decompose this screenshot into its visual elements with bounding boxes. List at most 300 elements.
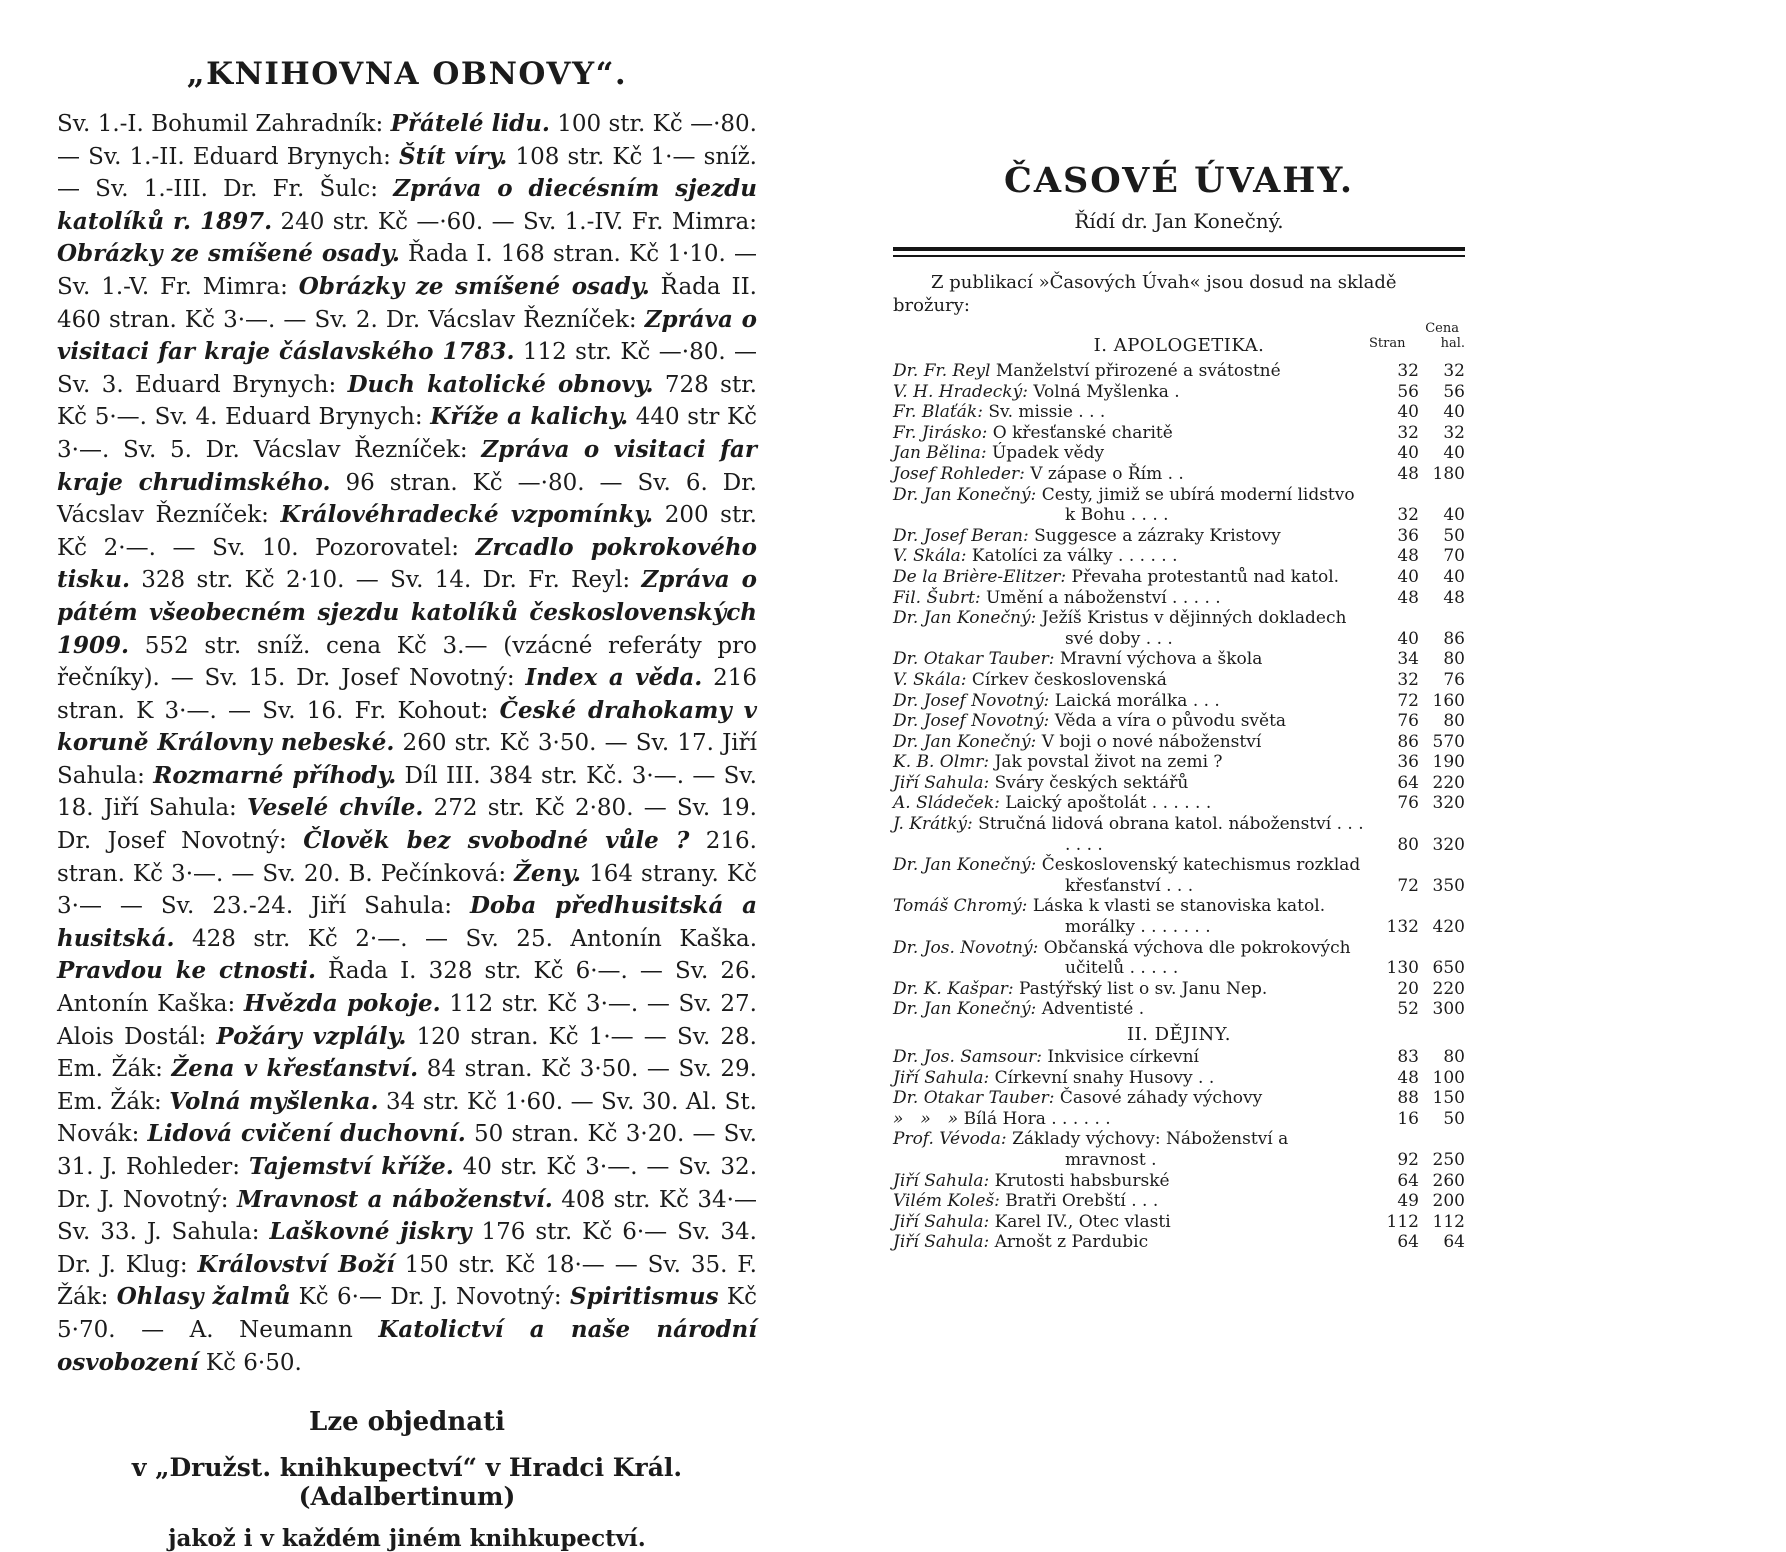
row-title: Laický apoštolát . . . . . .: [1005, 793, 1212, 814]
row-author: Vilém Koleš:: [893, 1191, 1000, 1212]
catalog-segment: 240 str. Kč —·60. — Sv. 1.-IV. Fr. Mimra:: [272, 208, 757, 235]
row-pages: 48: [1397, 1067, 1419, 1088]
row-title: Základy výchovy: Náboženství a mravnost .: [1012, 1129, 1289, 1170]
catalog-segment: 150 str. Kč 18·— — Sv. 35. F. Žák:: [57, 1251, 757, 1311]
row-price: 320: [1432, 834, 1465, 855]
row-title: Arnošt z Pardubic: [994, 1232, 1149, 1253]
table-row: [893, 443, 1465, 464]
row-text: [893, 1068, 1369, 1089]
row-text: [893, 567, 1369, 588]
section-1-rows: [893, 361, 1465, 1020]
row-author: Dr. Josef Beran:: [893, 525, 1029, 546]
table-row: [893, 773, 1465, 794]
table-row: [893, 793, 1465, 814]
table-row: [893, 1212, 1465, 1233]
row-pages: 76: [1397, 793, 1419, 814]
row-pages: 48: [1397, 587, 1419, 608]
table-row: [893, 670, 1465, 691]
catalog-segment: 408 str. Kč 34·— Sv. 33. J. Sahula:: [57, 1186, 757, 1246]
row-numbers: [1369, 917, 1465, 938]
row-pages: 132: [1386, 917, 1419, 938]
row-text: [893, 896, 1369, 937]
row-text: [893, 979, 1369, 1000]
row-price: 50: [1443, 1108, 1465, 1129]
table-row: [893, 896, 1465, 937]
catalog-segment: Index a věda.: [525, 664, 703, 692]
row-text: [893, 1109, 1369, 1130]
catalog-segment: Štít víry.: [398, 142, 508, 170]
table-row: [893, 608, 1465, 649]
row-price: 180: [1432, 463, 1465, 484]
row-title: Karel IV., Otec vlasti: [994, 1211, 1171, 1232]
row-text: [893, 732, 1369, 753]
table-row: [893, 588, 1465, 609]
catalog-segment: Duch katolické obnovy.: [347, 370, 654, 398]
row-pages: 16: [1397, 1108, 1419, 1129]
table-row: [893, 1191, 1465, 1212]
row-pages: 52: [1397, 999, 1419, 1020]
table-row: [893, 1047, 1465, 1068]
row-text: [893, 1171, 1369, 1192]
row-title: Laická morálka . . .: [1054, 690, 1220, 711]
catalog-segment: Žena v křesťanství.: [171, 1055, 419, 1083]
row-price: 570: [1432, 731, 1465, 752]
row-title: Umění a náboženství . . . . .: [986, 587, 1221, 608]
intro-text: [893, 271, 1465, 317]
table-row: [893, 485, 1465, 526]
row-author: Fil. Šubrt:: [893, 587, 981, 608]
catalog-segment: Zrcadlo pokrokového tisku.: [57, 533, 757, 594]
row-text: [893, 649, 1369, 670]
catalog-segment: Obrázky ze smíšené osady.: [298, 272, 650, 300]
row-price: 320: [1432, 793, 1465, 814]
catalog-segment: 40 str. Kč 3·—. — Sv. 32. Dr. J. Novotný:: [57, 1154, 758, 1213]
row-price: 112: [1432, 1211, 1465, 1232]
row-text: [893, 938, 1369, 979]
catalog-segment: Řada I. 328 str. Kč 6·—. — Sv. 26. Antonín Kaška:: [57, 958, 757, 1018]
catalog-segment: Pravdou ke ctnosti.: [57, 957, 316, 985]
row-pages: 40: [1397, 628, 1419, 649]
section-1-heading: I. APOLOGETIKA.: [1093, 335, 1265, 356]
catalog-segment: Hvězda pokoje.: [243, 990, 441, 1018]
catalog-segment: Zpráva o diecésním sjezdu katolíků r. 1897.: [57, 175, 757, 235]
catalog-segment: Obrázky ze smíšené osady.: [57, 240, 400, 268]
catalog-segment: Kč 5·70. — A. Neumann: [57, 1284, 757, 1343]
row-numbers: [1369, 773, 1465, 794]
catalog-segment: Řada I. 168 stran. Kč 1·10. — Sv. 1.-V. Fr. Mimra:: [57, 241, 758, 300]
row-author: Jiří Sahula:: [893, 1067, 990, 1088]
row-pages: 64: [1397, 1170, 1419, 1191]
catalog-segment: 120 stran. Kč 1·— — Sv. 28. Em. Žák:: [57, 1023, 757, 1083]
row-author: Dr. Otakar Tauber:: [893, 1088, 1055, 1109]
row-price: 190: [1432, 752, 1465, 773]
row-title: Jak povstal život na zemi ?: [994, 752, 1223, 773]
row-author: Jiří Sahula:: [893, 1170, 990, 1191]
row-pages: 34: [1397, 649, 1419, 670]
col-header-cena: Cena: [1425, 321, 1459, 336]
catalog-segment: Tajemství kříže.: [248, 1153, 454, 1180]
table-row: [893, 732, 1465, 753]
row-price: 80: [1443, 1047, 1465, 1067]
row-numbers: [1369, 588, 1465, 609]
row-numbers: [1369, 1109, 1465, 1130]
row-price: 650: [1432, 958, 1465, 979]
catalog-segment: 34 str. Kč 1·60. — Sv. 30. Al. St. Novák:: [57, 1088, 757, 1148]
catalog-segment: 164 strany. Kč 3·— — Sv. 23.-24. Jiří Sahula:: [57, 860, 757, 920]
row-author: Tomáš Chromý:: [893, 896, 1028, 917]
row-text: [893, 670, 1369, 691]
row-title: Krutosti habsburské: [994, 1170, 1170, 1191]
row-text: [893, 1129, 1369, 1170]
row-pages: 80: [1397, 834, 1419, 855]
row-pages: 49: [1397, 1191, 1419, 1212]
row-title: V boji o nové náboženství: [1041, 731, 1262, 752]
row-pages: 88: [1397, 1088, 1419, 1109]
row-title: Láska k vlasti se stanoviska katol. morálky . . . . . . .: [1032, 896, 1326, 938]
row-numbers: [1369, 546, 1465, 567]
col-header-stran: Stran: [1369, 336, 1406, 351]
row-price: 350: [1432, 875, 1465, 896]
section-1-header: [893, 321, 1465, 361]
row-title: Suggesce a zázraky Kristovy: [1034, 525, 1281, 546]
row-numbers: [1369, 1171, 1465, 1192]
row-author: Dr. K. Kašpar:: [893, 978, 1014, 999]
row-pages: 86: [1397, 731, 1419, 752]
row-author: K. B. Olmr:: [893, 752, 990, 773]
row-author: Jiří Sahula:: [893, 772, 990, 793]
order-line-2: v „Družst. knihkupectví“ v Hradci Král. (Adalbertinum): [131, 1453, 683, 1512]
row-text: [893, 485, 1369, 526]
catalog-segment: 112 str. Kč —·80. — Sv. 3. Eduard Brynych:: [57, 339, 758, 398]
table-row: [893, 423, 1465, 444]
table-row: [893, 567, 1465, 588]
intro-line-1: Z publikací »Časových Úvah« jsou dosud na skladě: [931, 272, 1397, 293]
row-text: [893, 773, 1369, 794]
catalog-segment: Zpráva o visitaci far kraje čáslavského 1783.: [57, 305, 757, 366]
catalog-segment: Kč 6·— Dr. J. Novotný:: [290, 1284, 570, 1311]
row-numbers: [1369, 793, 1465, 814]
row-author: De la Brière-Elitzer:: [893, 566, 1067, 587]
row-price: 220: [1432, 772, 1465, 793]
catalog-segment: Zpráva o pátém všeobecném sjezdu katolíků československých 1909.: [57, 566, 757, 659]
order-line-3: jakož i v každém jiném knihkupectví.: [168, 1525, 646, 1552]
row-pages: 83: [1397, 1047, 1419, 1067]
row-numbers: [1369, 670, 1465, 691]
row-author: V. Skála:: [893, 546, 967, 567]
left-column: [57, 56, 757, 1552]
row-price: 40: [1443, 443, 1465, 464]
row-pages: 36: [1397, 525, 1419, 546]
catalog-segment: 108 str. Kč 1·— sníž. — Sv. 1.-III. Dr. Fr. Šulc:: [57, 143, 757, 203]
row-price: 86: [1443, 628, 1465, 649]
row-pages: 92: [1397, 1149, 1419, 1170]
row-title: Adventisté .: [1041, 999, 1145, 1020]
row-numbers: [1369, 1191, 1465, 1212]
catalog-segment: Královéhradecké vzpomínky.: [280, 501, 654, 529]
row-text: [893, 1191, 1369, 1212]
row-author: Fr. Blaťák:: [893, 402, 983, 423]
catalog-segment: 216 stran. K 3·—. — Sv. 16. Fr. Kohout:: [57, 665, 757, 724]
row-title: Ježíš Kristus v dějinných dokladech své doby . . .: [1041, 608, 1347, 649]
row-numbers: [1369, 979, 1465, 1000]
table-row: [893, 1171, 1465, 1192]
row-pages: 32: [1397, 505, 1419, 526]
row-pages: 130: [1386, 958, 1419, 979]
row-author: Jiří Sahula:: [893, 1232, 990, 1253]
row-price: 40: [1443, 505, 1465, 526]
row-text: [893, 855, 1369, 896]
row-text: [893, 999, 1369, 1020]
row-author: Dr. Josef Novotný:: [893, 711, 1050, 732]
row-title: Pastýřský list o sv. Janu Nep.: [1019, 978, 1268, 999]
table-row: [893, 1068, 1465, 1089]
row-title: Volná Myšlenka .: [1033, 381, 1180, 402]
catalog-segment: 112 str. Kč 3·—. — Sv. 27. Alois Dostál:: [57, 991, 757, 1050]
row-title: Manželství přirozené a svátostné: [995, 361, 1281, 381]
col-header-row: [1369, 336, 1465, 351]
row-price: 160: [1432, 690, 1465, 711]
row-title: Sváry českých sektářů: [994, 772, 1189, 793]
row-numbers: [1369, 505, 1465, 526]
catalog-segment: Lidová cvičení duchovní.: [147, 1120, 466, 1148]
row-title: Občanská výchova dle pokrokových učitelů . . . . .: [1043, 937, 1351, 979]
row-title: Bratři Orebští . . .: [1005, 1191, 1159, 1212]
row-pages: 32: [1397, 669, 1419, 690]
row-price: 300: [1432, 999, 1465, 1020]
right-subtitle: Řídí dr. Jan Konečný.: [1074, 209, 1284, 233]
row-text: [893, 1212, 1369, 1233]
row-price: 64: [1443, 1232, 1465, 1253]
row-numbers: [1369, 691, 1465, 712]
catalog-segment: 440 str Kč 3·—. Sv. 5. Dr. Vácslav Řezníček:: [57, 404, 758, 463]
row-pages: 112: [1386, 1211, 1419, 1232]
catalog-segment: Ohlasy žalmů: [116, 1283, 291, 1311]
table-row: [893, 649, 1465, 670]
row-author: Prof. Vévoda:: [893, 1129, 1007, 1150]
row-text: [893, 608, 1369, 649]
row-numbers: [1369, 443, 1465, 464]
row-pages: 64: [1397, 1232, 1419, 1253]
row-pages: 20: [1397, 978, 1419, 999]
catalog-segment: Člověk bez svobodné vůle ?: [303, 827, 690, 855]
catalog-segment: 84 stran. Kč 3·50. — Sv. 29. Em. Žák:: [57, 1056, 757, 1115]
row-title: Mravní výchova a škola: [1059, 649, 1263, 670]
row-price: 40: [1443, 402, 1465, 423]
table-row: [893, 382, 1465, 403]
row-pages: 40: [1397, 566, 1419, 587]
table-row: [893, 1088, 1465, 1109]
catalog-segment: 260 str. Kč 3·50. — Sv. 17. Jiří Sahula:: [57, 730, 757, 789]
catalog-segment: 728 str. Kč 5·—. Sv. 4. Eduard Brynych:: [57, 371, 757, 431]
catalog-segment: Požáry vzplály.: [216, 1022, 407, 1050]
table-row: [893, 711, 1465, 732]
order-line-1: Lze objednati: [309, 1407, 505, 1438]
catalog-segment: Díl III. 384 str. Kč. 3·—. — Sv. 18. Jiří Sahula:: [57, 762, 757, 822]
row-price: 80: [1443, 711, 1465, 732]
row-text: [893, 752, 1369, 773]
row-price: 76: [1443, 669, 1465, 690]
catalog-segment: 328 str. Kč 2·10. — Sv. 14. Dr. Fr. Reyl:: [129, 567, 642, 594]
table-row: [893, 546, 1465, 567]
row-numbers: [1369, 1047, 1465, 1068]
catalog-segment: Katolictví a naše národní osvobození: [57, 1315, 757, 1376]
row-numbers: [1369, 1088, 1465, 1109]
row-title: Církev československá: [971, 669, 1167, 690]
row-text: [893, 546, 1369, 567]
row-numbers: [1369, 1212, 1465, 1233]
row-author: » » »: [893, 1108, 959, 1129]
row-numbers: [1369, 958, 1465, 979]
row-pages: 56: [1397, 381, 1419, 402]
table-row: [893, 464, 1465, 485]
right-title: ČASOVÉ ÚVAHY.: [1003, 160, 1355, 201]
row-price: 200: [1432, 1191, 1465, 1212]
table-row: [893, 1232, 1465, 1253]
row-author: Jan Bělina:: [893, 443, 987, 464]
row-title: Věda a víra o původu světa: [1054, 711, 1287, 732]
row-title: Československý katechismus rozklad křesťanství . . .: [1041, 855, 1361, 896]
catalog-segment: Kč 6·50.: [198, 1349, 302, 1376]
row-text: [893, 464, 1369, 485]
table-row: [893, 691, 1465, 712]
row-title: O křesťanské charitě: [992, 422, 1173, 443]
row-author: V. Skála:: [893, 669, 967, 690]
row-title: Bílá Hora . . . . . .: [963, 1108, 1111, 1129]
row-text: [893, 1047, 1369, 1068]
catalog-segment: 200 str. Kč 2·—. — Sv. 10. Pozorovatel:: [57, 502, 757, 561]
row-numbers: [1369, 1232, 1465, 1253]
row-price: 70: [1443, 546, 1465, 567]
row-price: 32: [1443, 422, 1465, 443]
row-numbers: [1369, 629, 1465, 650]
double-rule: [893, 247, 1465, 257]
row-author: Dr. Jan Konečný:: [893, 999, 1037, 1020]
row-numbers: [1369, 999, 1465, 1020]
row-text: [893, 588, 1369, 609]
row-author: Dr. Fr. Reyl: [893, 361, 991, 381]
catalog-segment: 176 str. Kč 6·— Sv. 34. Dr. J. Klug:: [57, 1219, 757, 1278]
row-text: [893, 526, 1369, 547]
left-heading: „KNIHOVNA OBNOVY“.: [186, 56, 628, 92]
table-row: [893, 1109, 1465, 1130]
row-text: [893, 1232, 1369, 1253]
table-row: [893, 361, 1465, 382]
row-numbers: [1369, 423, 1465, 444]
section-2-rows: [893, 1047, 1465, 1253]
row-price: 420: [1432, 917, 1465, 938]
row-text: [893, 1088, 1369, 1109]
row-price: 250: [1432, 1149, 1465, 1170]
row-numbers: [1369, 711, 1465, 732]
row-author: Dr. Jan Konečný:: [893, 731, 1037, 752]
catalog-segment: 216. stran. Kč 3·—. — Sv. 20. B. Pečínková:: [57, 828, 757, 887]
row-author: V. H. Hradecký:: [893, 381, 1028, 402]
row-title: Církevní snahy Husovy . .: [994, 1067, 1215, 1088]
catalog-paragraph: [57, 108, 757, 1379]
row-text: [893, 361, 1369, 382]
row-pages: 40: [1397, 443, 1419, 464]
row-author: Dr. Jan Konečný:: [893, 855, 1037, 876]
order-info: [57, 1407, 757, 1552]
catalog-segment: 100 str. Kč —·80. — Sv. 1.-II. Eduard Brynych:: [57, 111, 757, 170]
catalog-segment: České drahokamy v koruně Královny nebeské.: [57, 696, 758, 757]
row-price: 40: [1443, 566, 1465, 587]
catalog-segment: Doba předhusitská a husitská.: [57, 892, 757, 952]
catalog-segment: Království Boží: [197, 1250, 395, 1278]
row-text: [893, 382, 1369, 403]
row-pages: 40: [1397, 402, 1419, 423]
row-text: [893, 691, 1369, 712]
row-numbers: [1369, 567, 1465, 588]
row-title: Převaha protestantů nad katol.: [1071, 566, 1340, 587]
table-row: [893, 752, 1465, 773]
row-author: Jiří Sahula:: [893, 1211, 990, 1232]
row-numbers: [1369, 649, 1465, 670]
catalog-segment: Spiritismus: [569, 1283, 719, 1311]
row-author: Dr. Otakar Tauber:: [893, 649, 1055, 670]
table-row: [893, 814, 1465, 855]
row-title: Inkvisice církevní: [1047, 1047, 1199, 1067]
column-headers: [1369, 321, 1465, 351]
row-author: Dr. Josef Novotný:: [893, 690, 1050, 711]
row-pages: 72: [1397, 875, 1419, 896]
row-author: Dr. Jan Konečný:: [893, 608, 1037, 629]
table-row: [893, 979, 1465, 1000]
row-numbers: [1369, 1068, 1465, 1089]
catalog-segment: Přátelé lidu.: [390, 110, 550, 137]
row-price: 48: [1443, 587, 1465, 608]
row-price: 220: [1432, 978, 1465, 999]
table-row: [893, 938, 1465, 979]
catalog-segment: Sv. 1.-I. Bohumil Zahradník:: [57, 111, 391, 137]
row-pages: 32: [1397, 361, 1419, 381]
row-numbers: [1369, 402, 1465, 423]
row-author: J. Krátký:: [893, 814, 973, 835]
right-column: [893, 160, 1465, 1253]
row-text: [893, 443, 1369, 464]
section-2-heading: II. DĚJINY.: [1126, 1024, 1232, 1045]
row-numbers: [1369, 835, 1465, 856]
catalog-segment: 50 stran. Kč 3·20. — Sv. 31. J. Rohleder:: [57, 1121, 757, 1180]
catalog-segment: Volná myšlenka.: [169, 1087, 379, 1115]
row-pages: 32: [1397, 422, 1419, 443]
row-author: Fr. Jirásko:: [893, 422, 988, 443]
catalog-segment: Mravnost a náboženství.: [236, 1185, 553, 1213]
row-price: 100: [1432, 1067, 1465, 1088]
row-numbers: [1369, 382, 1465, 403]
row-title: Cesty, jimiž se ubírá moderní lidstvo k Bohu . . . .: [1041, 484, 1355, 526]
row-text: [893, 402, 1369, 423]
row-price: 50: [1443, 525, 1465, 546]
catalog-segment: Veselé chvíle.: [247, 794, 424, 822]
catalog-segment: 428 str. Kč 2·—. — Sv. 25. Antonín Kaška.: [174, 925, 757, 952]
row-pages: 36: [1397, 752, 1419, 773]
row-author: Josef Rohleder:: [893, 463, 1025, 484]
catalog-segment: Řada II. 460 stran. Kč 3·—. — Sv. 2. Dr. Vácslav Řezníček:: [57, 273, 757, 333]
row-price: 260: [1432, 1170, 1465, 1191]
table-row: [893, 1129, 1465, 1170]
row-author: Dr. Jos. Novotný:: [893, 937, 1039, 958]
row-author: A. Sládeček:: [893, 793, 1000, 814]
row-text: [893, 423, 1369, 444]
row-title: Katolíci za války . . . . . .: [971, 546, 1178, 567]
row-price: 56: [1443, 381, 1465, 402]
catalog-segment: 552 str. sníž. cena Kč 3.— (vzácné referáty pro řečníky). — Sv. 15. Dr. Josef Novotný:: [57, 632, 757, 692]
col-header-hal: hal.: [1440, 336, 1465, 351]
row-numbers: [1369, 752, 1465, 773]
row-pages: 72: [1397, 690, 1419, 711]
row-numbers: [1369, 361, 1465, 382]
